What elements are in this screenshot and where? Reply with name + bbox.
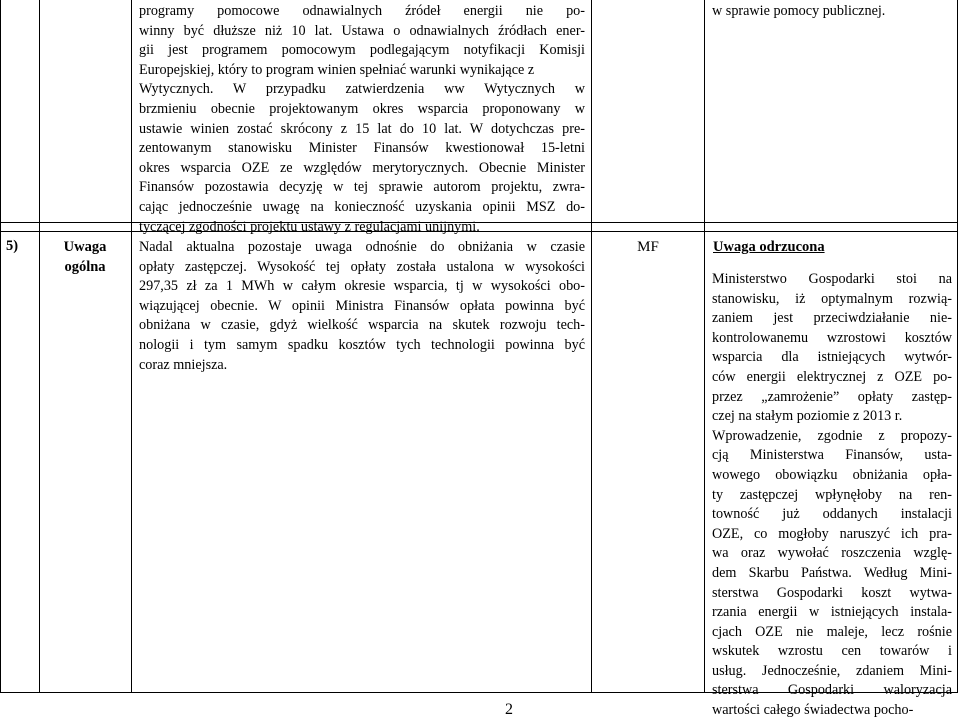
text-line: winny być dłuższe niż 10 lat. Ustawa o odnawialnych źródłach ener- (139, 22, 585, 39)
table-border-col2 (131, 0, 132, 693)
table-border-col1 (39, 0, 40, 693)
table-border-right (957, 0, 958, 693)
table-border-left (0, 0, 1, 693)
text-line: nologii i tym samym spadku kosztów tych technologii powinna być (139, 336, 585, 353)
text-line: sterstwa Gospodarki waloryzacja (712, 682, 952, 699)
text-line: tyczącej zgodności projektu ustawy z regulacjami unijnymi. (139, 218, 480, 235)
text-line: opłaty zastępczej. Wysokość tej opłaty została ustalona w wysokości (139, 258, 585, 275)
text-line: dem Skarbu Państwa. Według Mini- (712, 564, 952, 581)
text-line: cając jednocześnie uwagę na konieczność uzyskania opinii MSZ do- (139, 198, 585, 215)
text-line: ców energii elektrycznej z OZE po- (712, 368, 952, 385)
comment-type-line2: ogólna (64, 258, 106, 275)
text-line: gii jest programem pomocowym podlegającym notyfikacji Komisji (139, 42, 585, 59)
row5-response-text (712, 270, 952, 721)
text-line: Wytycznych. W przypadku zatwierdzenia ww Wytycznych w (139, 81, 585, 98)
submitter: MF (637, 239, 659, 255)
comment-type (41, 238, 129, 277)
table-border-col3 (591, 0, 592, 693)
text-line: czej na stałym poziomie z 2013 r. (712, 408, 903, 425)
status-label: Uwaga odrzucona (713, 239, 825, 255)
text-line: w sprawie pomocy publicznej. (712, 3, 886, 19)
text-line: wartości całego świadectwa pocho- (712, 702, 914, 719)
text-line: OZE, co mogłoby naruszyć ich pra- (712, 525, 952, 542)
text-line: 297,35 zł za 1 MWh w całym okresie wsparcia, tj w wysokości obo- (139, 278, 585, 295)
text-line: Finansów pozostawia decyzję w tej sprawie autorom projektu, zwra- (139, 179, 585, 196)
text-line: przez „zamrożenie” opłaty zastęp- (712, 388, 952, 405)
text-line: ty zastępczej wpłynęłoby na ren- (712, 486, 952, 503)
text-line: wa oraz wywołać roszczenia wzglę- (712, 545, 952, 562)
row5-comment-text (139, 238, 585, 375)
text-line: brzmieniu obecnie projektowanym okres wsparcia proponowany w (139, 100, 585, 117)
text-line: zentowanym stanowisku Minister Finansów kwestionował 15-letni (139, 140, 585, 157)
text-line: rzania energii w istniejących instala- (712, 604, 952, 621)
text-line: kontrolowanemu wzrostowi kosztów (712, 329, 952, 346)
text-line: obniżana w czasie, gdyż wielkość wsparcia na skutek rozwoju tech- (139, 317, 585, 334)
text-line: Ministerstwo Gospodarki stoi na (712, 271, 952, 287)
text-line: cjach OZE nie maleje, lecz rośnie (712, 623, 952, 640)
text-line: ustawie winien zostać skrócony z 15 lat do 10 lat. W dotychczas pre- (139, 120, 585, 137)
text-line: sterstwa Gospodarki koszt wytwa- (712, 584, 952, 601)
text-line: towność już oddanych instalacji (712, 506, 952, 523)
comment-type-line1: Uwaga (63, 239, 107, 255)
text-line: programy pomocowe odnawialnych źródeł energii nie po- (139, 3, 585, 19)
text-line: stanowisku, iż optymalnym rozwią- (712, 290, 952, 307)
text-line: wskutek wzrostu cen towarów i (712, 643, 952, 660)
table-border-col4 (704, 0, 705, 693)
page-number: 2 (505, 701, 513, 718)
text-line: wiązującej obecnie. W opinii Ministra Finansów opłata powinna być (139, 297, 585, 314)
top-row-comment-text (139, 2, 585, 237)
top-row-response-text (712, 2, 952, 22)
text-line: Europejskiej, który to program winien spełniać warunki wynikające z (139, 61, 535, 78)
text-line: Wprowadzenie, zgodnie z propozy- (712, 427, 952, 444)
text-line: usług. Jednocześnie, zdaniem Mini- (712, 662, 952, 679)
text-line: cją Ministerstwa Finansów, usta- (712, 447, 952, 464)
text-line: zaniem jest przeciwdziałanie nie- (712, 310, 952, 327)
text-line: Nadal aktualna pozostaje uwaga odnośnie do obniżania w czasie (139, 239, 585, 255)
text-line: coraz mniejsza. (139, 356, 228, 373)
text-line: okres wsparcia OZE ze względów merytorycznych. Obecnie Minister (139, 159, 585, 176)
row-number: 5) (6, 238, 19, 254)
text-line: wsparcia dla istniejących wytwór- (712, 349, 952, 366)
text-line: wowego obowiązku obniżania opła- (712, 466, 952, 483)
